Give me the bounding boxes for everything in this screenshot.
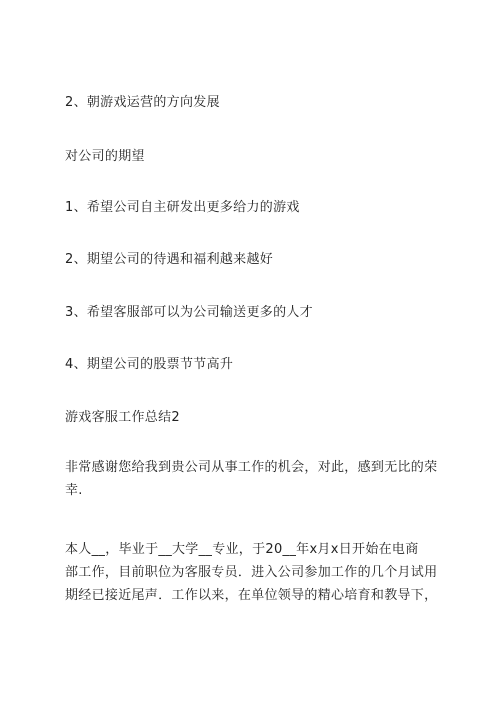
list-item-expectation-4: 4、期望公司的股票节节高升 [65, 357, 234, 372]
paragraph-introduction [65, 538, 447, 607]
paragraph-thanks [65, 456, 447, 502]
paragraph-line: 部工作，目前职位为客服专员．进入公司参加工作的几个月试用 [65, 565, 438, 580]
list-item-direction: 2、朝游戏运营的方向发展 [65, 95, 220, 110]
list-item-expectation-2: 2、期望公司的待遇和福利越来越好 [65, 252, 274, 267]
paragraph-line: 非常感谢您给我到贵公司从事工作的机会，对此，感到无比的荣 [65, 460, 438, 475]
section-heading-expectations: 对公司的期望 [65, 149, 145, 164]
paragraph-line: 期经已接近尾声．工作以来，在单位领导的精心培育和教导下， [65, 588, 438, 603]
section-title-summary-2: 游戏客服工作总结2 [65, 410, 180, 425]
paragraph-line: 幸. [65, 483, 83, 498]
paragraph-line: 本人__，毕业于__大学__专业，于20__年x月x日开始在电商 [65, 542, 419, 557]
list-item-expectation-3: 3、希望客服部可以为公司输送更多的人才 [65, 305, 313, 320]
list-item-expectation-1: 1、希望公司自主研发出更多给力的游戏 [65, 200, 300, 215]
